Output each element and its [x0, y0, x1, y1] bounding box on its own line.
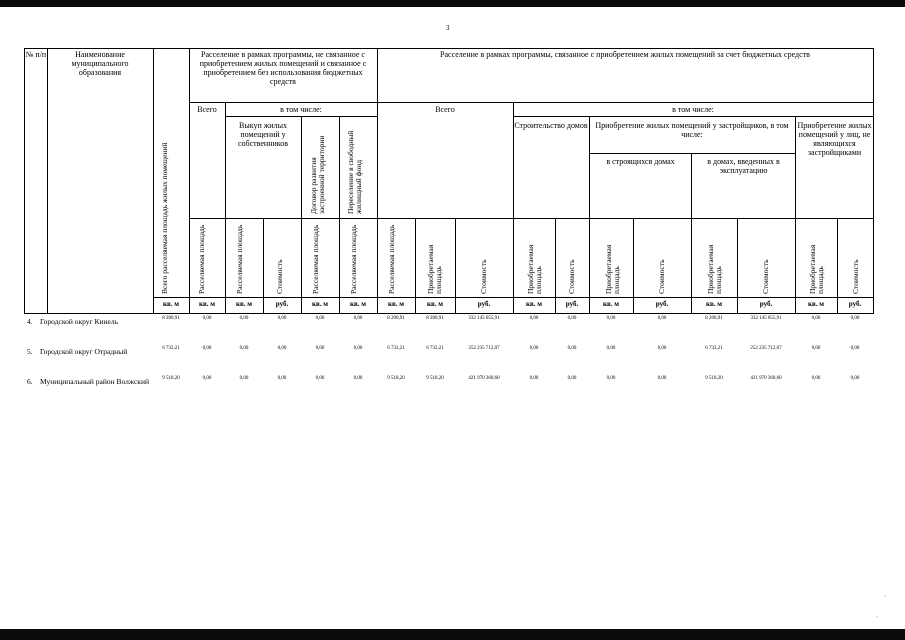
subheader-acquired-area: Приобретаемая площадь [706, 244, 723, 294]
subheader-cost: Стоимость [567, 259, 576, 294]
unit-cell: руб. [477, 300, 491, 308]
header-g2-including: в том числе: [672, 105, 714, 114]
table-cell: 421 970 360,60 [750, 376, 782, 381]
unit-cell: руб. [275, 300, 289, 308]
table-cell: 332 145 055,91 [750, 316, 782, 321]
table-cell: 8 200,91 [162, 316, 180, 321]
table-cell: 9 518,20 [387, 376, 405, 381]
table-cell: 8 200,91 [387, 316, 405, 321]
row-municipality-name: Городской округ Отрадный [40, 347, 128, 356]
table-cell: 252 235 712,07 [468, 346, 500, 351]
subheader-resettled-area: Расселяемая площадь [387, 224, 396, 294]
table-cell: 9 518,20 [426, 376, 444, 381]
unit-cell: руб. [759, 300, 773, 308]
header-group-nonbudget: Расселение в рамках программы, не связанное с приобретением жилых помещений и связанное с приобретением без использования бюджетных средств [199, 50, 367, 86]
unit-cell: руб. [655, 300, 669, 308]
table-cell: 9 518,20 [705, 376, 723, 381]
row-municipality-name: Городской округ Кинель [40, 317, 119, 326]
subheader-acquired-area: Приобретаемая площадь [526, 244, 543, 294]
table-cell: 0,00 [567, 316, 577, 321]
table-cell: 0,00 [277, 346, 287, 351]
table-cell: 0,00 [529, 316, 539, 321]
table-cell: 0,00 [277, 316, 287, 321]
header-number: № п/п [25, 50, 47, 59]
table-cell: 0,00 [239, 316, 249, 321]
table-cell: 0,00 [850, 346, 860, 351]
subheader-cost: Стоимость [851, 259, 860, 294]
header-under-construction: в строящихся домах [606, 157, 675, 166]
table-cell: 252 235 712,07 [750, 346, 782, 351]
subheader-acquired-area: Приобретаемая площадь [604, 244, 621, 294]
subheader-resettled-area: Расселяемая площадь [197, 224, 206, 294]
table-cell: 0,00 [277, 376, 287, 381]
page-number: 3 [446, 24, 450, 32]
header-g2-total: Всего [435, 105, 455, 114]
unit-cell: кв. м [426, 300, 444, 308]
table-cell: 0,00 [811, 346, 821, 351]
table-cell: 0,00 [606, 346, 616, 351]
header-non-developers: Приобретение жилых помещений у лиц, не являющихся застройщиками [797, 121, 872, 157]
table-cell: 0,00 [315, 376, 325, 381]
table-cell: 8 200,91 [705, 316, 723, 321]
table-cell: 6 732,21 [162, 346, 180, 351]
table-cell: 0,00 [239, 376, 249, 381]
unit-cell: руб. [848, 300, 862, 308]
table-cell: 0,00 [529, 346, 539, 351]
scan-speck: · [876, 614, 878, 620]
unit-cell: кв. м [387, 300, 405, 308]
subheader-cost: Стоимость [657, 259, 666, 294]
header-buyout: Выкуп жилых помещений у собственников [237, 121, 289, 148]
unit-cell: кв. м [525, 300, 543, 308]
table-cell: 421 970 360,60 [468, 376, 500, 381]
table-cell: 6 732,21 [705, 346, 723, 351]
header-from-developers: Приобретение жилых помещений у застройщиков, в том числе: [595, 121, 789, 139]
header-g1-including: в том числе: [280, 105, 322, 114]
table-cell: 0,00 [353, 346, 363, 351]
table-cell: 0,00 [567, 346, 577, 351]
table-cell: 0,00 [529, 376, 539, 381]
table-cell: 0,00 [315, 346, 325, 351]
table-cell: 0,00 [202, 376, 212, 381]
unit-cell: кв. м [349, 300, 367, 308]
subheader-acquired-area: Приобретаемая площадь [808, 244, 825, 294]
table-cell: 9 518,20 [162, 376, 180, 381]
unit-cell: кв. м [198, 300, 216, 308]
table-cell: 0,00 [657, 316, 667, 321]
header-free-fund: Переселение в свободный жилищный фонд [346, 130, 363, 214]
row-number: 4. [27, 317, 33, 326]
table-cell: 0,00 [811, 316, 821, 321]
table-cell: 0,00 [606, 316, 616, 321]
unit-cell: руб. [565, 300, 579, 308]
unit-cell: кв. м [705, 300, 723, 308]
row-number: 6. [27, 377, 33, 386]
header-municipality: Наименование муниципального образования [71, 50, 129, 77]
row-number: 5. [27, 347, 33, 356]
table-cell: 0,00 [239, 346, 249, 351]
scan-speck: · [884, 594, 886, 600]
table-cell: 0,00 [657, 346, 667, 351]
table-cell: 0,00 [353, 316, 363, 321]
subheader-resettled-area: Расселяемая площадь [311, 224, 320, 294]
table-cell: 6 732,21 [387, 346, 405, 351]
subheader-resettled-area: Расселяемая площадь [349, 224, 358, 294]
unit-cell: кв. м [235, 300, 253, 308]
header-commissioned: в домах, введенных в эксплуатацию [707, 157, 780, 175]
table-cell: 0,00 [202, 346, 212, 351]
header-total-area: Всего расселяемая площадь жилых помещений [160, 142, 169, 294]
table-cell: 0,00 [353, 376, 363, 381]
unit-cell: кв. м [807, 300, 825, 308]
table-cell: 0,00 [567, 376, 577, 381]
header-g1-total: Всего [197, 105, 217, 114]
unit-cell: кв. м [311, 300, 329, 308]
unit-cell: кв. м [162, 300, 180, 308]
subheader-resettled-area: Расселяемая площадь [235, 224, 244, 294]
header-development-contract: Договор развития застроенной территории [309, 135, 326, 214]
table-cell: 0,00 [202, 316, 212, 321]
table-cell: 6 732,21 [426, 346, 444, 351]
row-municipality-name: Муниципальный район Волжский [40, 377, 149, 386]
subheader-cost: Стоимость [275, 259, 284, 294]
scan-border-bottom [0, 629, 905, 640]
subheader-cost: Стоимость [761, 259, 770, 294]
table-cell: 0,00 [315, 316, 325, 321]
unit-cell: кв. м [602, 300, 620, 308]
table-cell: 8 200,91 [426, 316, 444, 321]
header-construction: Строительство домов [514, 121, 588, 130]
subheader-cost: Стоимость [479, 259, 488, 294]
table-cell: 0,00 [850, 316, 860, 321]
table-cell: 0,00 [850, 376, 860, 381]
table-cell: 0,00 [606, 376, 616, 381]
table-cell: 0,00 [657, 376, 667, 381]
table-cell: 0,00 [811, 376, 821, 381]
header-group-budget: Расселение в рамках программы, связанное с приобретением жилых помещений за счет бюджетных средств [440, 50, 810, 59]
subheader-acquired-area: Приобретаемая площадь [426, 244, 443, 294]
table-cell: 332 145 055,91 [468, 316, 500, 321]
